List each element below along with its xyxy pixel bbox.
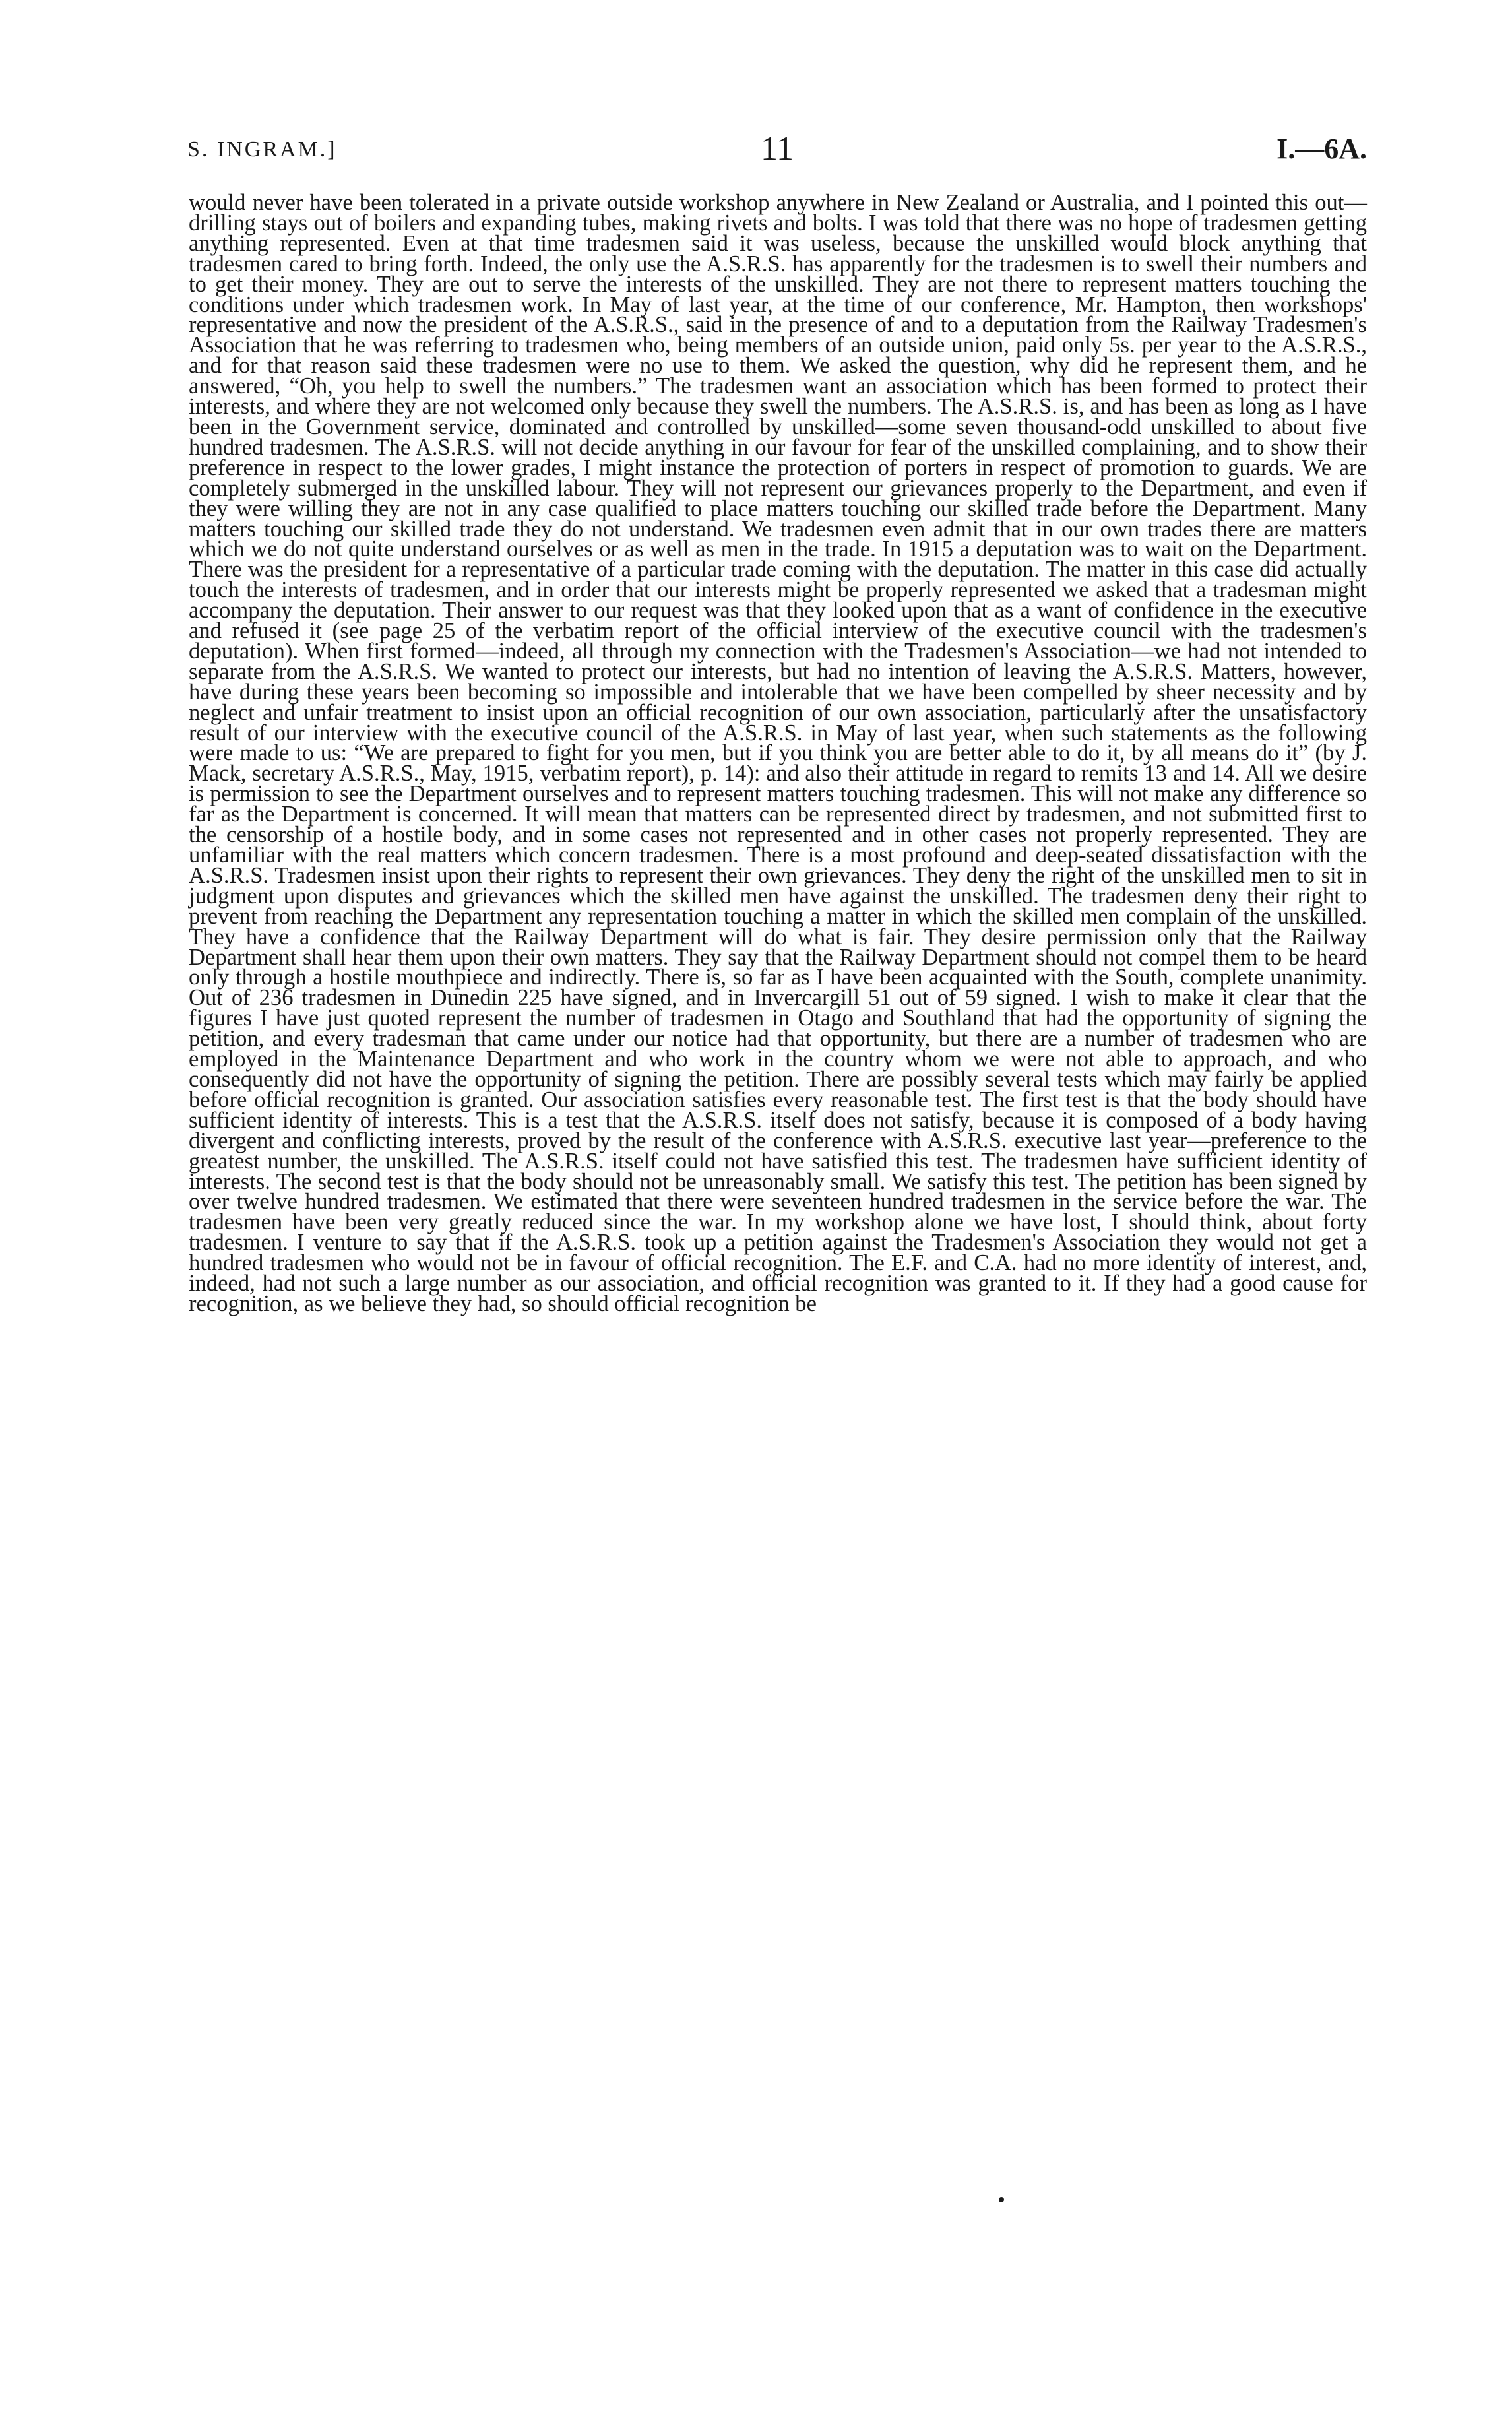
running-header xyxy=(187,129,1367,169)
evidence-paragraph: would never have been tolerated in a private outside workshop anywhere in New Zealand or Australia, and I pointed this out—drilling stays out of boilers and expanding tubes, making rivets and bolts. I was told that there was no hope of tradesmen getting anything represented. Even at that time tradesmen said it was useless, because the unskilled would block anything that tradesmen cared to bring forth. Indeed, the only use the A.S.R.S. has apparently for the tradesmen is to swell their numbers and to get their money. They are out to serve the interests of the unskilled. They are not there to represent matters touching the conditions under which tradesmen work. In May of last year, at the time of our conference, Mr. Hampton, then workshops' representative and now the president of the A.S.R.S., said in the presence of and to a deputation from the Railway Tradesmen's Association that he was referring to tradesmen who, being members of an outside union, paid only 5s. per year to the A.S.R.S., and for that reason said these tradesmen were no use to them. We asked the question, why did he represent them, and he answered, “Oh, you help to swell the numbers.” The tradesmen want an association which has been formed to protect their interests, and where they are not welcomed only because they swell the numbers. The A.S.R.S. is, and has been as long as I have been in the Government service, dominated and controlled by unskilled—some seven thousand-odd unskilled to about five hundred tradesmen. The A.S.R.S. will not decide anything in our favour for fear of the unskilled complaining, and to show their preference in respect to the lower grades, I might instance the protection of porters in respect of promotion to guards. We are completely submerged in the unskilled labour. They will not represent our grievances properly to the Department, and even if they were willing they are not in any case qualified to place matters touching our skilled trade before the Department. Many matters touching our skilled trade they do not understand. We tradesmen even admit that in our own trades there are matters which we do not quite understand ourselves or as well as men in the trade. In 1915 a deputation was to wait on the Department. There was the president for a representative of a particular trade coming with the deputation. The matter in this case did actually touch the interests of tradesmen, and in order that our interests might be properly represented we asked that a tradesman might accompany the deputation. Their answer to our request was that they looked upon that as a want of confidence in the executive and refused it (see page 25 of the verbatim report of the official interview of the executive council with the tradesmen's deputation). When first formed—indeed, all through my connection with the Tradesmen's Association—we had not intended to separate from the A.S.R.S. We wanted to protect our interests, but had no intention of leaving the A.S.R.S. Matters, however, have during these years been becoming so impossible and intolerable that we have been compelled by sheer necessity and by neglect and unfair treatment to insist upon an official recognition of our own association, particularly after the unsatisfactory result of our interview with the executive council of the A.S.R.S. in May of last year, when such statements as the following were made to us: “We are prepared to fight for you men, but if you think you are better able to do it, by all means do it” (by J. Mack, secretary A.S.R.S., May, 1915, verbatim report), p. 14): and also their attitude in regard to remits 13 and 14. All we desire is permission to see the Department ourselves and to represent matters touching tradesmen. This will not make any difference so far as the Department is concerned. It will mean that matters can be represented direct by tradesmen, and not submitted first to the censorship of a hostile body, and in some cases not represented and in other cases not properly represented. They are unfamiliar with the real matters which concern tradesmen. There is a most profound and deep-seated dissatisfaction with the A.S.R.S. Tradesmen insist upon their rights to represent their own grievances. They deny the right of the unskilled men to sit in judgment upon disputes and grievances which the skilled men have against the unskilled. The tradesmen deny their right to prevent from reaching the Department any representation touching a matter in which the skilled men complain of the unskilled. They have a confidence that the Railway Department will do what is fair. They desire permission only that the Railway Department shall hear them upon their own matters. They say that the Railway Department should not compel them to be heard only through a hostile mouthpiece and indirectly. There is, so far as I have been acquainted with the South, complete unanimity. Out of 236 tradesmen in Dunedin 225 have signed, and in Invercargill 51 out of 59 signed. I wish to make it clear that the figures I have just quoted represent the number of tradesmen in Otago and Southland that had the opportunity of signing the petition, and every tradesman that came under our notice had that opportunity, but there are a number of tradesmen who are employed in the Maintenance Department and who work in the country whom we were not able to approach, and who consequently did not have the opportunity of signing the petition. There are possibly several tests which may fairly be applied before official recognition is granted. Our association satisfies every reasonable test. The first test is that the body should have sufficient identity of interests. This is a test that the A.S.R.S. itself does not satisfy, because it is composed of a body having divergent and conflicting interests, proved by the result of the conference with A.S.R.S. executive last year—preference to the greatest number, the unskilled. The A.S.R.S. itself could not have satisfied this test. The tradesmen have sufficient identity of interests. The second test is that the body should not be unreasonably small. We satisfy this test. The petition has been signed by over twelve hundred tradesmen. We estimated that there were seventeen hundred tradesmen in the service before the war. The tradesmen have been very greatly reduced since the war. In my workshop alone we have lost, I should think, about forty tradesmen. I venture to say that if the A.S.R.S. took up a petition against the Tradesmen's Association they would not get a hundred tradesmen who would not be in favour of official recognition. The E.F. and C.A. had no more identity of interest, and, indeed, had not such a large number as our association, and official recognition was granted to it. If they had a good cause for recognition, as we believe they had, so should official recognition be xyxy=(189,190,1367,1316)
paper-reference: I.—6A. xyxy=(1276,133,1367,165)
page-number: 11 xyxy=(760,130,794,168)
witness-name: S. INGRAM.] xyxy=(187,137,337,162)
ink-dot xyxy=(999,2197,1004,2202)
